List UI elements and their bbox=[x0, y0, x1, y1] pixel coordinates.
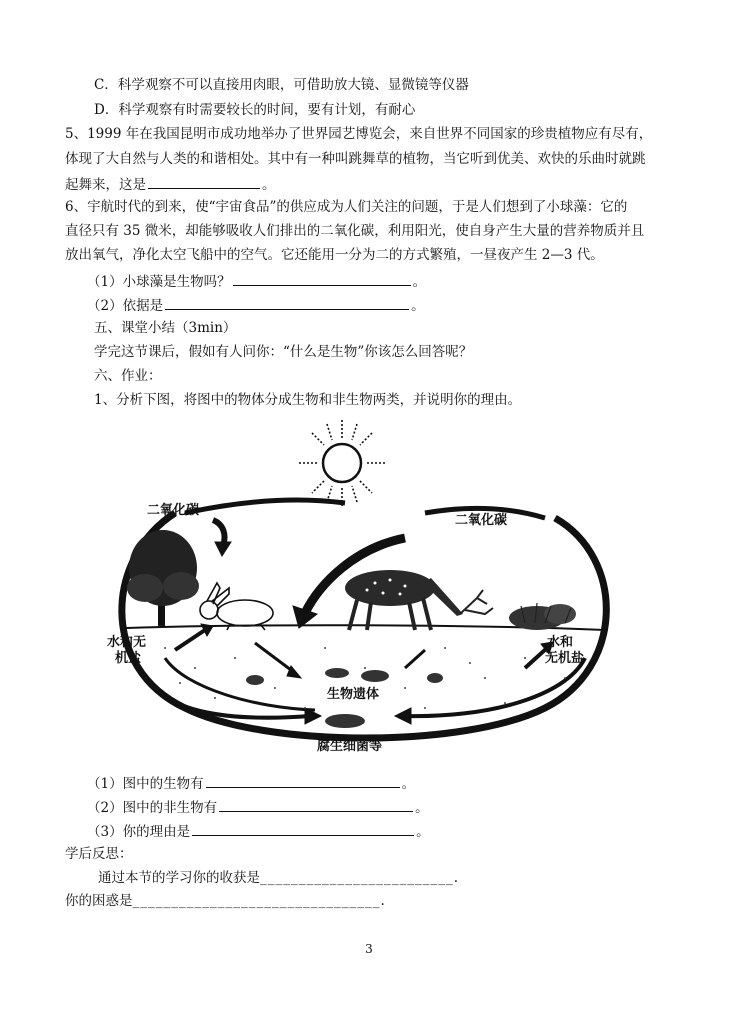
deer-icon bbox=[345, 570, 493, 630]
homework-sub-1 bbox=[87, 773, 415, 793]
confusion-line bbox=[65, 892, 385, 910]
co2-label-left: 二氧化碳 bbox=[147, 503, 200, 518]
water-label-right-2: 无机盐 bbox=[545, 651, 585, 666]
bush-icon bbox=[509, 603, 576, 630]
homework-sub-2-end: 。 bbox=[415, 800, 429, 816]
homework-sub-3-prompt: （3）你的理由是 bbox=[87, 824, 191, 840]
water-label-left-1: 水和无 bbox=[107, 635, 147, 650]
homework-sub-2-blank[interactable] bbox=[219, 797, 413, 812]
question-6-sub-2-end: 。 bbox=[411, 298, 425, 314]
summary-heading: 五、课堂小结（3min） bbox=[94, 320, 237, 336]
question-5-prompt: 起舞来，这是 bbox=[65, 177, 146, 193]
question-5-line-2: 体现了大自然与人类的和谐相处。其中有一种叫跳舞草的植物，当它听到优美、欢快的乐曲时就跳 bbox=[65, 151, 646, 167]
homework-sub-3 bbox=[87, 821, 430, 841]
homework-sub-2-prompt: （2）图中的非生物有 bbox=[87, 800, 218, 816]
question-5-end: 。 bbox=[262, 177, 276, 193]
confusion-blank[interactable]: ________________________________ bbox=[132, 893, 381, 909]
confusion-label: 你的困惑是 bbox=[65, 893, 133, 909]
homework-sub-2 bbox=[87, 797, 429, 817]
ecosystem-cycle-diagram bbox=[105, 418, 625, 758]
question-5-line-1: 5、1999 年在我国昆明市成功地举办了世界园艺博览会，来自世界不同国家的珍贵植物应有尽有， bbox=[65, 126, 653, 142]
gain-line bbox=[98, 869, 458, 887]
gain-label: 通过本节的学习你的收获是 bbox=[98, 870, 260, 886]
summary-text: 学完这节课后，假如有人问你：“什么是生物”你该怎么回答呢？ bbox=[94, 344, 473, 360]
bacteria-label: 腐生细菌等 bbox=[317, 739, 383, 754]
homework-sub-1-prompt: （1）图中的生物有 bbox=[87, 776, 204, 792]
question-6-sub-1-blank[interactable] bbox=[233, 271, 411, 286]
question-6-line-2: 直径只有 35 微米，却能够吸收人们排出的二氧化碳，利用阳光，使自身产生大量的营养物质并且 bbox=[65, 223, 645, 239]
homework-question-1: 1、分析下图，将图中的物体分成生物和非生物两类，并说明你的理由。 bbox=[94, 392, 522, 408]
confusion-end: . bbox=[380, 893, 385, 909]
remains-label: 生物遗体 bbox=[327, 687, 380, 702]
homework-heading: 六、作业： bbox=[94, 368, 162, 384]
water-label-right-1: 水和 bbox=[547, 635, 574, 650]
question-6-line-1: 6、宇航时代的到来，使“宇宙食品”的供应成为人们关注的问题，于是人们想到了小球藻：它的 bbox=[65, 199, 628, 215]
question-5-line-3 bbox=[65, 174, 276, 194]
question-6-sub-1-end: 。 bbox=[412, 274, 427, 290]
question-6-sub-1-prompt: （1）小球藻是生物吗？ bbox=[87, 274, 231, 290]
question-5-answer-blank[interactable] bbox=[148, 174, 260, 189]
rabbit-icon bbox=[200, 583, 273, 630]
option-c: C．科学观察不可以直接用肉眼，可借助放大镜、显微镜等仪器 bbox=[94, 77, 469, 93]
reflection-heading: 学后反思： bbox=[65, 846, 133, 862]
question-6-sub-2-prompt: （2）依据是 bbox=[87, 298, 164, 314]
homework-sub-3-end: 。 bbox=[416, 824, 430, 840]
gain-blank[interactable]: _________________________ bbox=[260, 870, 454, 886]
tree-icon bbox=[127, 530, 199, 626]
question-6-line-3: 放出氧气，净化太空飞船中的空气。它还能用一分为二的方式繁殖，一昼夜产生 2—3 代。 bbox=[65, 247, 604, 263]
sun-icon bbox=[299, 420, 385, 506]
option-d: D．科学观察有时需要较长的时间，要有计划，有耐心 bbox=[94, 102, 416, 118]
homework-sub-3-blank[interactable] bbox=[192, 821, 414, 836]
co2-label-right: 二氧化碳 bbox=[455, 513, 508, 528]
question-6-sub-1 bbox=[87, 271, 426, 291]
page-number: 3 bbox=[365, 942, 373, 956]
water-label-left-2: 机盐 bbox=[115, 651, 142, 666]
homework-sub-1-end: 。 bbox=[401, 776, 416, 792]
homework-sub-1-blank[interactable] bbox=[206, 773, 400, 788]
gain-end: . bbox=[453, 870, 459, 886]
question-6-sub-2-blank[interactable] bbox=[165, 295, 409, 310]
question-6-sub-2 bbox=[87, 295, 425, 315]
